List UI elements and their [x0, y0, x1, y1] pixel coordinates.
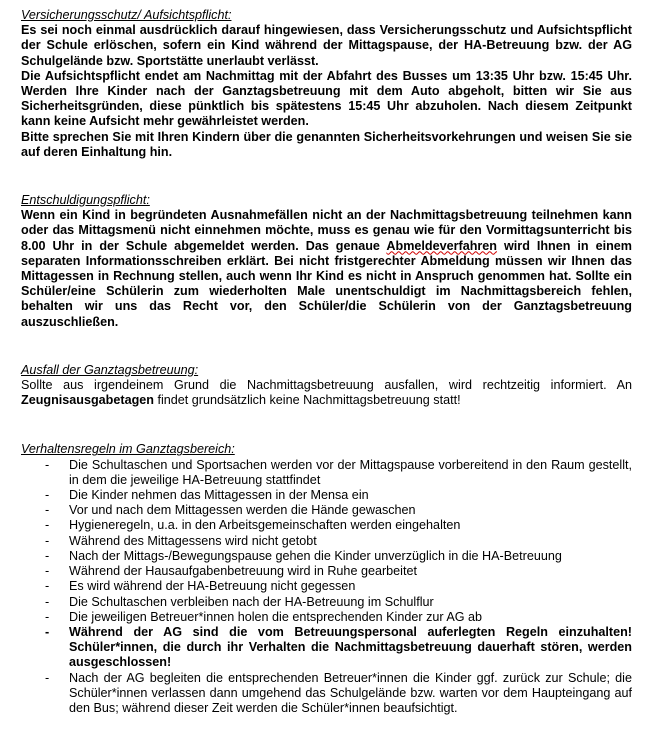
section-entschuldigung: [21, 193, 632, 330]
ausfall-text-part-2: findet grundsätzlich keine Nachmittagsbetreuung statt!: [153, 393, 461, 408]
section-ausfall: [21, 363, 632, 409]
list-item: [21, 579, 632, 594]
list-item: [21, 625, 632, 671]
bullet-dash: -: [45, 579, 50, 594]
section-title-ausfall: Ausfall der Ganztagsbetreuung:: [21, 362, 199, 377]
bullet-dash: -: [45, 624, 50, 639]
rule-text: Nach der AG begleiten die entsprechenden Betreuer*innen die Kinder ggf. zurück zur Schule; die Schüler*innen verlassen dann umgehend das Schulgelände bzw. warten vor dem Haupteingang auf den Bus; während dieser Zeit werden die Schüler*innen beaufsichtigt.: [69, 670, 632, 715]
bullet-dash: -: [45, 548, 50, 563]
ausfall-bold-word: Zeugnisausgabetagen: [21, 393, 154, 408]
bullet-dash: -: [45, 609, 50, 624]
list-item: [21, 671, 632, 717]
rule-text: Die jeweiligen Betreuer*innen holen die entsprechenden Kinder zur AG ab: [69, 609, 483, 624]
list-item: [21, 503, 632, 518]
list-item: [21, 518, 632, 533]
paragraph-entschuldigung: [21, 208, 632, 330]
rule-text: Während der Hausaufgabenbetreuung wird in Ruhe gearbeitet: [69, 564, 417, 579]
rule-text: Während des Mittagessens wird nicht getobt: [69, 533, 317, 548]
ausfall-text-part-1: Sollte aus irgendeinem Grund die Nachmittagsbetreuung ausfallen, wird rechtzeitig informiert. An: [21, 378, 632, 393]
rule-text: Es wird während der HA-Betreuung nicht gegessen: [69, 579, 356, 594]
paragraph-versicherung-2: Die Aufsichtspflicht endet am Nachmittag mit der Abfahrt des Busses um 13:35 Uhr bzw. 15:45 Uhr. Werden Ihre Kinder nach der Ganztagsbetreuung mit dem Auto abgeholt, bitten wir Sie aus Sicherheitsgründen, diese pünktlich bis spätestens 15:45 Uhr abzuholen. Nach diesem Zeitpunkt kann keine Aufsicht mehr gewährleistet werden.: [21, 68, 632, 129]
rule-text: Die Schultaschen und Sportsachen werden vor der Mittagspause vorbereitend in den Raum gestellt, in dem die jeweilige HA-Betreuung stattfindet: [69, 457, 632, 487]
list-item: [21, 549, 632, 564]
bullet-dash: -: [45, 594, 50, 609]
list-item: [21, 595, 632, 610]
paragraph-versicherung-3: Bitte sprechen Sie mit Ihren Kindern über die genannten Sicherheitsvorkehrungen und weisen Sie sie auf deren Einhaltung hin.: [21, 129, 632, 159]
section-title-verhalten: Verhaltensregeln im Ganztagsbereich:: [21, 442, 235, 457]
bullet-dash: -: [45, 670, 50, 685]
paragraph-ausfall: [21, 378, 632, 408]
bullet-dash: -: [45, 488, 50, 503]
section-title-entschuldigung: Entschuldigungspflicht:: [21, 193, 150, 208]
spellcheck-flagged-word: Abmeldeverfahren: [386, 238, 498, 253]
rule-text: Hygieneregeln, u.a. in den Arbeitsgemeinschaften werden eingehalten: [69, 518, 461, 533]
bullet-dash: -: [45, 457, 50, 472]
paragraph-versicherung-1: Es sei noch einmal ausdrücklich darauf hingewiesen, dass Versicherungsschutz und Aufsichtspflicht der Schule erlöschen, sofern ein Kind während der Mittagspause, der HA-Betreuung bzw. der AG Schulgelände bzw. Sportstätte unerlaubt verlässt.: [21, 23, 632, 68]
section-versicherung: [21, 8, 632, 160]
list-item: [21, 534, 632, 549]
rule-text: Vor und nach dem Mittagessen werden die Hände gewaschen: [69, 503, 416, 518]
rule-text: Die Kinder nehmen das Mittagessen in der Mensa ein: [69, 488, 369, 503]
bullet-dash: -: [45, 503, 50, 518]
list-item: [21, 564, 632, 579]
section-verhalten: [21, 442, 632, 716]
bullet-dash: -: [45, 564, 50, 579]
section-title-versicherung: Versicherungsschutz/ Aufsichtspflicht:: [21, 8, 232, 22]
rule-text: Die Schultaschen verbleiben nach der HA-Betreuung im Schulflur: [69, 594, 434, 609]
rules-list: [21, 458, 632, 716]
list-item: [21, 488, 632, 503]
entschuldigung-text-part-1: Wenn ein Kind in begründeten Ausnahmefällen nicht an der Nachmittagsbetreuung teilnehmen kann oder das Mittagsmenü nicht einnehmen möchte, muss es genau wie für den Vormittagsunterricht bis 8.00 Uhr in der Schule abgemeldet werden. Das genaue: [21, 208, 632, 253]
entschuldigung-text-part-2: wird Ihnen in einem separaten Informationsschreiben erklärt. Bei nicht fristgerechter Abmeldung müssen wir Ihnen das Mittagessen in Rechnung stellen, auch wenn Ihr Kind es nicht in Anspruch genommen hat. Sollte ein Schüler/eine Schülerin zum wiederholten Male unentschuldigt im Nachmittagsbereich fehlen, behalten wir uns das Recht vor, den Schüler/die Schülerin von der Ganztagsbetreuung auszuschließen.: [21, 238, 632, 329]
list-item: [21, 458, 632, 488]
list-item: [21, 610, 632, 625]
bullet-dash: -: [45, 533, 50, 548]
rule-text: Nach der Mittags-/Bewegungspause gehen die Kinder unverzüglich in die HA-Betreuung: [69, 548, 562, 563]
bullet-dash: -: [45, 518, 50, 533]
rule-text: Während der AG sind die vom Betreuungspersonal auferlegten Regeln einzuhalten! Schüler*innen, die durch ihr Verhalten die Nachmittagsbetreuung dauerhaft stören, werden ausgeschlossen!: [69, 624, 632, 670]
